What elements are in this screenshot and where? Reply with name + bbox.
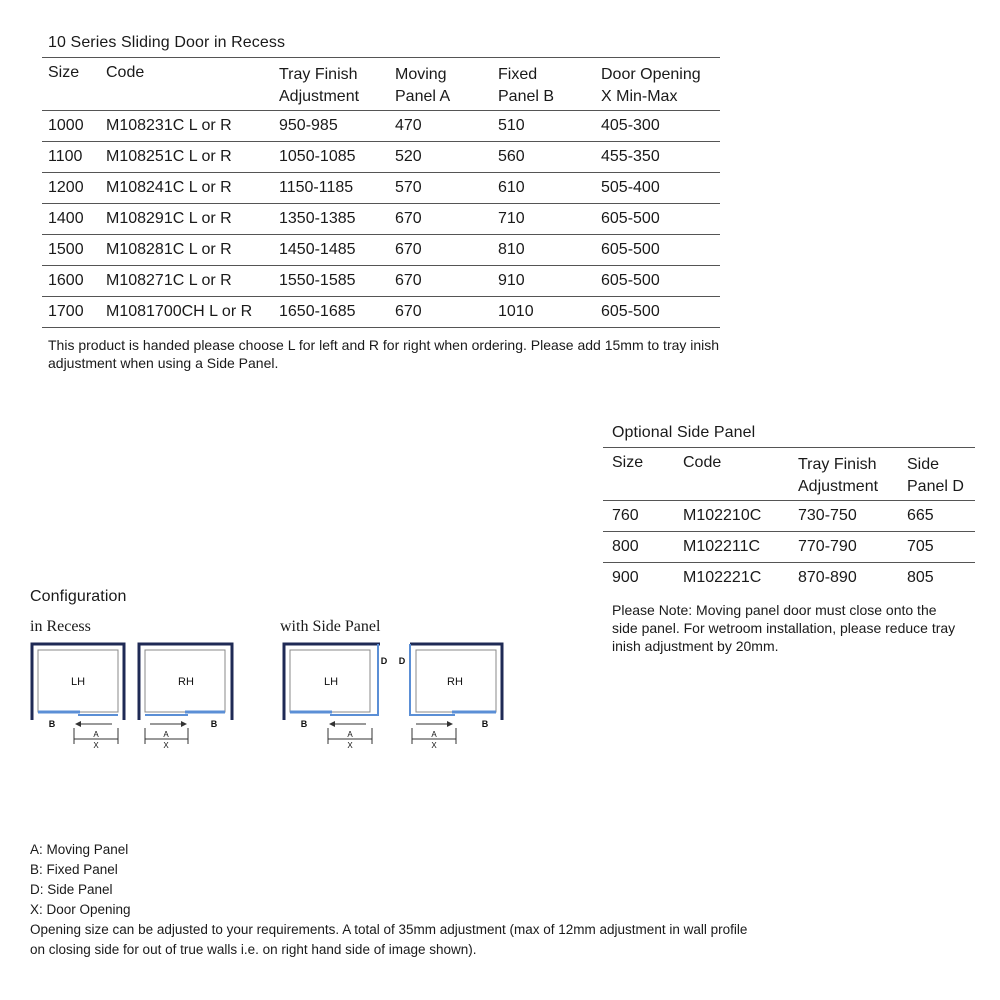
main-table-cell: 670 xyxy=(395,241,422,258)
main-table-row xyxy=(42,204,720,235)
main-table-cell: 605-500 xyxy=(601,210,660,227)
main-table-cell: 605-500 xyxy=(601,303,660,320)
side-header-size: Size xyxy=(612,454,644,471)
side-header-code: Code xyxy=(683,454,722,471)
diagram-label-a: A xyxy=(93,730,99,739)
main-table-cell: 670 xyxy=(395,210,422,227)
main-table-cell: 455-350 xyxy=(601,148,660,165)
legend-footnote: Opening size can be adjusted to your requirements. A total of 35mm adjustment (max of 12mm adjustment in wall profile on closing side for out of true walls i.e. on right hand side of image shown). xyxy=(30,922,748,957)
diagram-label-b: B xyxy=(300,719,308,729)
main-table-cell: 670 xyxy=(395,272,422,289)
main-table-cell: 1600 xyxy=(48,272,84,289)
side-table-cell: 770-790 xyxy=(798,538,857,555)
diagram-label-rh: RH xyxy=(178,676,194,688)
legend-item-door-opening: X: Door Opening xyxy=(30,902,131,917)
side-table-row xyxy=(603,532,975,563)
main-table-cell: 810 xyxy=(498,241,525,258)
side-table-cell: M102210C xyxy=(683,507,762,524)
main-table-cell: 1450-1485 xyxy=(279,241,356,258)
main-table-cell: 605-500 xyxy=(601,272,660,289)
diagram-label-d: D xyxy=(398,656,406,666)
main-table-cell: 670 xyxy=(395,303,422,320)
main-table-cell: 1150-1185 xyxy=(279,179,354,196)
side-table-cell: 900 xyxy=(612,569,639,586)
diagram-rh-recess xyxy=(139,644,232,750)
main-table-cell: 520 xyxy=(395,148,422,165)
side-table-cell: 760 xyxy=(612,507,639,524)
diagram-label-d: D xyxy=(380,656,388,666)
legend-item-moving-panel: A: Moving Panel xyxy=(30,842,129,857)
diagram-label-b: B xyxy=(481,719,489,729)
configuration-title: Configuration xyxy=(30,588,127,605)
header-tray-finish: Tray Finish Adjustment xyxy=(279,66,360,105)
side-panel-label: with Side Panel xyxy=(280,618,381,635)
main-table-row xyxy=(42,266,720,297)
side-header-tray-finish: Tray Finish Adjustment xyxy=(798,456,879,495)
main-table-cell: 1010 xyxy=(498,303,534,320)
main-table-cell: 710 xyxy=(498,210,525,227)
side-table-cell: 800 xyxy=(612,538,639,555)
diagram-label-lh: LH xyxy=(70,676,86,688)
main-table-cell: 1700 xyxy=(48,303,84,320)
main-table-cell: 510 xyxy=(498,117,525,134)
side-table-cell: M102221C xyxy=(683,569,762,586)
side-table-row xyxy=(603,501,975,532)
side-table-cell: 705 xyxy=(907,538,934,555)
header-code: Code xyxy=(106,64,145,81)
main-table-row xyxy=(42,173,720,204)
main-table-cell: 1000 xyxy=(48,117,84,134)
main-table-cell: 1550-1585 xyxy=(279,272,356,289)
legend-item-fixed-panel: B: Fixed Panel xyxy=(30,862,118,877)
header-size: Size xyxy=(48,64,80,81)
diagram-label-x: X xyxy=(93,741,99,750)
header-moving-panel: Moving Panel A xyxy=(395,66,451,105)
main-table-cell: M108291C L or R xyxy=(106,210,232,227)
main-table-cell: M108241C L or R xyxy=(106,179,232,196)
main-table-cell: M108251C L or R xyxy=(106,148,232,165)
side-table-cell: 730-750 xyxy=(798,507,857,524)
diagram-label-a: A xyxy=(347,730,353,739)
main-table-cell: 610 xyxy=(498,179,525,196)
in-recess-label: in Recess xyxy=(30,618,91,635)
main-table-cell: 1350-1385 xyxy=(279,210,356,227)
main-table-cell: 605-500 xyxy=(601,241,660,258)
side-table-cell: 665 xyxy=(907,507,934,524)
main-table-cell: 950-985 xyxy=(279,117,338,134)
main-table-cell: 1050-1085 xyxy=(279,148,356,165)
legend xyxy=(30,840,760,960)
diagram-label-lh: LH xyxy=(323,676,339,688)
header-door-opening: Door Opening X Min-Max xyxy=(601,66,701,105)
main-table-cell: 910 xyxy=(498,272,525,289)
side-table-cell: 805 xyxy=(907,569,934,586)
side-table-cell: 870-890 xyxy=(798,569,857,586)
diagram-label-x: X xyxy=(431,741,437,750)
configuration-diagrams xyxy=(0,636,520,756)
diagram-label-a: A xyxy=(431,730,437,739)
main-table-row xyxy=(42,111,720,142)
main-table-cell: 1500 xyxy=(48,241,84,258)
main-table-cell: 560 xyxy=(498,148,525,165)
main-table-cell: 505-400 xyxy=(601,179,660,196)
main-table-cell: M108281C L or R xyxy=(106,241,232,258)
diagram-lh-recess xyxy=(32,644,124,750)
main-table-note: This product is handed please choose L for left and R for right when ordering. Please add 15mm to tray inish adjustment when using a Side Panel. xyxy=(48,337,720,371)
main-table-cell: 570 xyxy=(395,179,422,196)
side-table-title: Optional Side Panel xyxy=(612,424,756,441)
legend-item-side-panel: D: Side Panel xyxy=(30,882,113,897)
main-table-cell: 1200 xyxy=(48,179,84,196)
diagram-label-b: B xyxy=(48,719,56,729)
diagram-label-b: B xyxy=(210,719,218,729)
side-table-row xyxy=(603,563,975,594)
side-table-header-row xyxy=(603,448,975,501)
main-table-title: 10 Series Sliding Door in Recess xyxy=(48,34,286,51)
main-table-cell: M108271C L or R xyxy=(106,272,232,289)
header-fixed-panel: Fixed Panel B xyxy=(498,66,555,105)
main-table-cell: M1081700CH L or R xyxy=(106,303,253,320)
main-table-row xyxy=(42,235,720,266)
diagram-lh-side-panel xyxy=(284,644,388,750)
diagram-label-rh: RH xyxy=(447,676,463,688)
side-header-side-panel: Side Panel D xyxy=(907,456,964,495)
main-table-cell: 1100 xyxy=(48,148,83,165)
side-spec-table xyxy=(603,447,975,594)
main-table-cell: 1650-1685 xyxy=(279,303,356,320)
main-spec-table xyxy=(42,57,720,328)
main-table-cell: 470 xyxy=(395,117,422,134)
diagram-rh-side-panel xyxy=(399,644,502,750)
main-table-row xyxy=(42,142,720,173)
main-table-cell: 1400 xyxy=(48,210,84,227)
diagram-label-x: X xyxy=(163,741,169,750)
side-table-cell: M102211C xyxy=(683,538,761,555)
diagram-label-x: X xyxy=(347,741,353,750)
side-table-note: Please Note: Moving panel door must close onto the side panel. For wetroom installation, please reduce tray inish adjustment by 20mm. xyxy=(612,602,956,654)
main-table-header-row xyxy=(42,58,720,111)
main-table-cell: M108231C L or R xyxy=(106,117,232,134)
main-table-row xyxy=(42,297,720,328)
diagram-label-a: A xyxy=(163,730,169,739)
main-table-cell: 405-300 xyxy=(601,117,660,134)
